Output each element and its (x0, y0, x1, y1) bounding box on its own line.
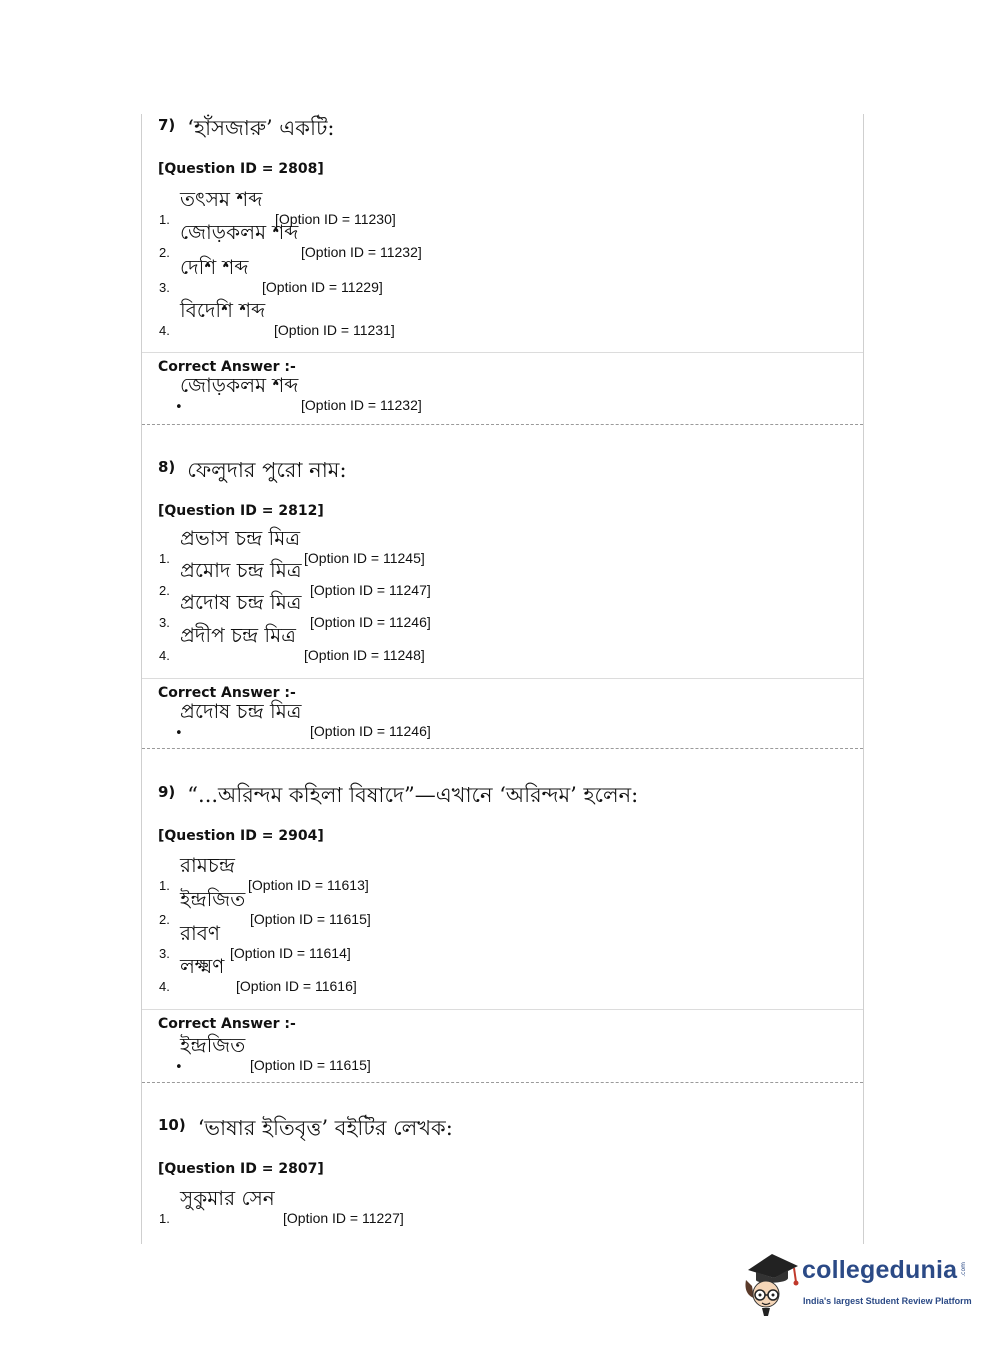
option-text: প্রভাস চন্দ্র মিত্র (180, 526, 301, 550)
option-text: ইন্দ্রজিত (180, 887, 246, 911)
question-text: ‘হাঁসজারু’ একটি: (187, 116, 335, 140)
option-id: [Option ID = 11230] (275, 211, 396, 227)
question-number: 7) (158, 116, 176, 134)
option-number: 1. (159, 878, 170, 893)
option-id: [Option ID = 11246] (310, 614, 431, 630)
option-id: [Option ID = 11613] (248, 877, 369, 893)
correct-answer-label: Correct Answer :- (158, 685, 296, 701)
question-number: 8) (158, 458, 176, 476)
option-text: সুকুমার সেন (180, 1186, 275, 1210)
question-text: “...অরিন্দম কহিলা বিষাদে”—এখানে ‘অরিন্দম’ হলেন: (187, 783, 639, 807)
option-text: তৎসম শব্দ (180, 187, 263, 211)
question-id: [Question ID = 2904] (158, 828, 324, 844)
question-separator (142, 1082, 863, 1083)
option-id: [Option ID = 11231] (274, 322, 395, 338)
collegedunia-logo (742, 1250, 972, 1316)
option-number: 3. (159, 946, 170, 961)
option-number: 1. (159, 551, 170, 566)
option-id: [Option ID = 11614] (230, 945, 351, 961)
option-id: [Option ID = 11616] (236, 978, 357, 994)
option-number: 2. (159, 583, 170, 598)
question-separator (142, 424, 863, 425)
correct-answer-text: জোড়কলম শব্দ (180, 373, 299, 397)
question-id: [Question ID = 2808] (158, 161, 324, 177)
option-id: [Option ID = 11245] (304, 550, 425, 566)
bullet: • (175, 400, 183, 415)
correct-answer-text: প্রদোষ চন্দ্র মিত্র (180, 699, 302, 723)
option-text: প্রদোষ চন্দ্র মিত্র (180, 590, 302, 614)
option-text: প্রমোদ চন্দ্র মিত্র (180, 558, 302, 582)
correct-answer-label: Correct Answer :- (158, 359, 296, 375)
option-id: [Option ID = 11248] (304, 647, 425, 663)
option-number: 2. (159, 912, 170, 927)
correct-answer-text: ইন্দ্রজিত (180, 1033, 246, 1057)
option-text: লক্ষ্মণ (180, 954, 225, 978)
question-id: [Question ID = 2812] (158, 503, 324, 519)
divider (142, 352, 863, 353)
question-separator (142, 748, 863, 749)
question-text: ফেলুদার পুরো নাম: (187, 458, 347, 482)
option-id: [Option ID = 11247] (310, 582, 431, 598)
logo-wordmark: collegedunia (802, 1256, 958, 1284)
option-number: 4. (159, 979, 170, 994)
question-header (158, 116, 335, 147)
option-number: 4. (159, 323, 170, 338)
correct-answer-id: [Option ID = 11246] (310, 723, 431, 739)
logo-suffix: .com (960, 1262, 967, 1277)
divider (142, 678, 863, 679)
question-header (158, 458, 347, 489)
option-number: 2. (159, 245, 170, 260)
bullet: • (175, 1060, 183, 1075)
question-header (158, 1116, 453, 1147)
option-text: জোড়কলম শব্দ (180, 220, 299, 244)
option-id: [Option ID = 11615] (250, 911, 371, 927)
correct-answer-id: [Option ID = 11232] (301, 397, 422, 413)
option-id: [Option ID = 11229] (262, 279, 383, 295)
option-text: দেশি শব্দ (180, 255, 249, 279)
question-id: [Question ID = 2807] (158, 1161, 324, 1177)
option-number: 1. (159, 1211, 170, 1226)
question-number: 10) (158, 1116, 186, 1134)
divider (142, 1009, 863, 1010)
correct-answer-label: Correct Answer :- (158, 1016, 296, 1032)
option-number: 3. (159, 280, 170, 295)
question-text: ‘ভাষার ইতিবৃত্ত’ বইটির লেখক: (197, 1116, 453, 1140)
question-number: 9) (158, 783, 176, 801)
option-text: প্রদীপ চন্দ্র মিত্র (180, 623, 296, 647)
question-header (158, 783, 638, 814)
option-id: [Option ID = 11232] (301, 244, 422, 260)
mascot-icon (742, 1250, 802, 1316)
question-paper (141, 114, 864, 1244)
option-id: [Option ID = 11227] (283, 1210, 404, 1226)
option-number: 3. (159, 615, 170, 630)
bullet: • (175, 726, 183, 741)
correct-answer-id: [Option ID = 11615] (250, 1057, 371, 1073)
option-text: বিদেশি শব্দ (180, 298, 266, 322)
logo-tagline: India's largest Student Review Platform (803, 1296, 972, 1306)
option-number: 4. (159, 648, 170, 663)
option-number: 1. (159, 212, 170, 227)
option-text: রামচন্দ্র (180, 853, 235, 877)
option-text: রাবণ (180, 921, 221, 945)
